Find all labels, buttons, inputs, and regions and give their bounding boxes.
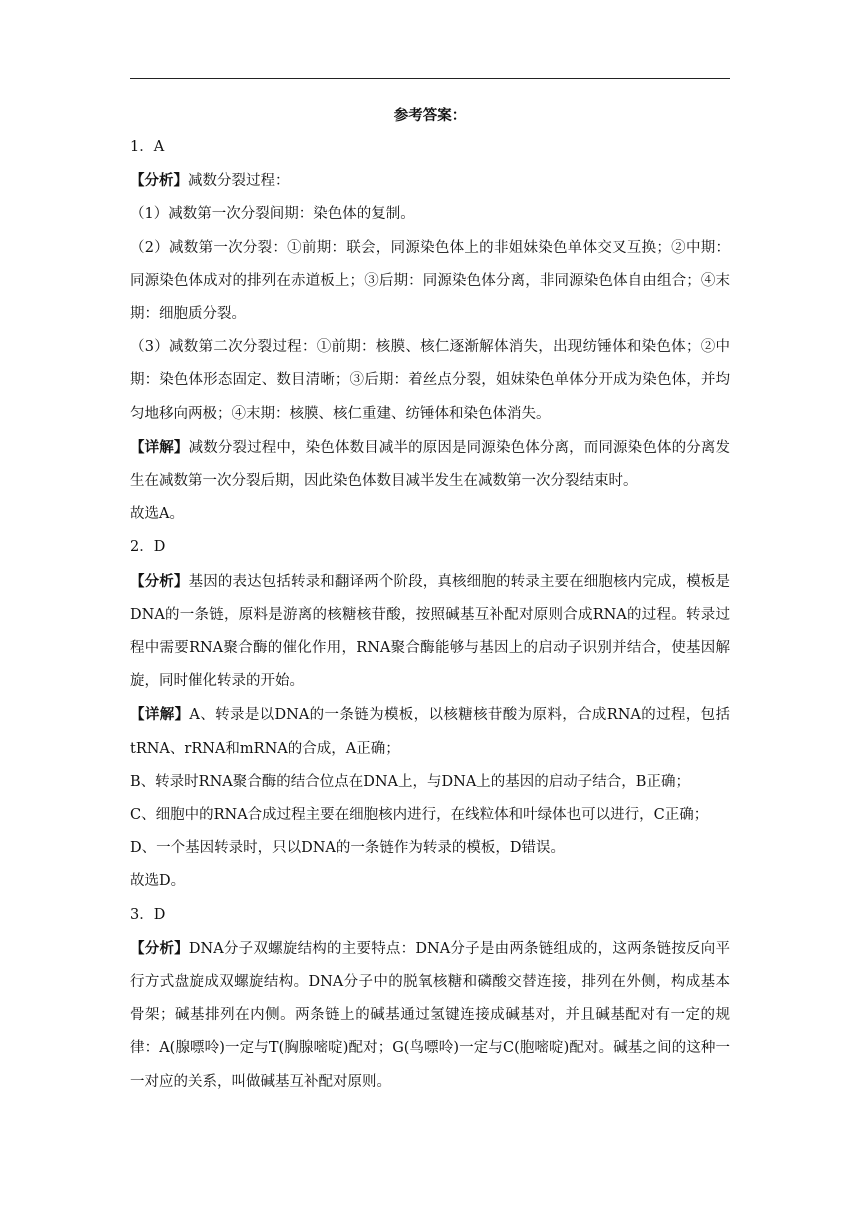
question-3-number: 3．D [130, 906, 166, 923]
question-3-analysis [130, 932, 730, 1099]
question-1-number: 1．A [130, 139, 165, 155]
question-1-conclusion: 故选A。 [130, 506, 184, 523]
answer-content [130, 100, 730, 1099]
question-1-analysis-item-1: （1）减数第一次分裂间期：染色体的复制。 [130, 206, 415, 223]
question-2-detail-item-b: B、转录时RNA聚合酶的结合位点在DNA上，与DNA上的基因的启动子结合，B正确； [130, 773, 690, 790]
question-1-analysis [130, 164, 730, 198]
analysis-text: DNA分子双螺旋结构的主要特点：DNA分子是由两条链组成的，这两条链按反向平行方式盘旋成双螺旋结构。DNA分子中的脱氧核糖和磷酸交替连接，排列在外侧，构成基本骨架；碱基排列在内侧。两条链上的碱基通过氢键连接成碱基对，并且碱基配对有一定的规律：A(腺嘌呤)一定与T(胸腺嘧啶)配对；G(鸟嘌呤)一定与C(胞嘧啶)配对。碱基之间的这种一一对应的关系，叫做碱基互补配对原则。 [130, 940, 730, 1090]
answer-title: 参考答案： [393, 107, 467, 124]
detail-tag: 【详解】 [130, 706, 190, 724]
question-2-conclusion: 故选D。 [130, 873, 186, 890]
detail-tag: 【详解】 [130, 438, 189, 456]
question-2-detail [130, 698, 730, 765]
analysis-text: 基因的表达包括转录和翻译两个阶段，真核细胞的转录主要在细胞核内完成，模板是DNA的一条链，原料是游离的核糖核苷酸，按照碱基互补配对原则合成RNA的过程。转录过程中需要RNA聚合酶的催化作用，RNA聚合酶能够与基因上的启动子识别并结合，使基因解旋，同时催化转录的开始。 [130, 573, 731, 690]
question-1-analysis-item-3: （3）减数第二次分裂过程：①前期：核膜、核仁逐渐解体消失，出现纺锤体和染色体；②中期：染色体形态固定、数目清晰；③后期：着丝点分裂，姐妹染色单体分开成为染色体，并均匀地移向两极；④末期：核膜、核仁重建、纺锤体和染色体消失。 [130, 339, 730, 422]
detail-text: A、转录是以DNA的一条链为模板，以核糖核苷酸为原料，合成RNA的过程，包括tRNA、rRNA和mRNA的合成，A正确； [130, 707, 730, 757]
question-1-analysis-item-2: （2）减数第一次分裂：①前期：联会，同源染色体上的非姐妹染色单体交叉互换；②中期：同源染色体成对的排列在赤道板上；③后期：同源染色体分离，非同源染色体自由组合；④末期：细胞质分裂。 [130, 239, 730, 323]
question-2-detail-item-c: C、细胞中的RNA合成过程主要在细胞核内进行，在线粒体和叶绿体也可以进行，C正确； [130, 807, 709, 824]
analysis-tag: 【分析】 [130, 939, 189, 957]
analysis-tag: 【分析】 [130, 172, 188, 190]
detail-text: 减数分裂过程中，染色体数目减半的原因是同源染色体分离，而同源染色体的分离发生在减数第一次分裂后期，因此染色体数目减半发生在减数第一次分裂结束时。 [130, 439, 731, 490]
analysis-tag: 【分析】 [130, 572, 189, 590]
analysis-text: 减数分裂过程： [188, 173, 290, 190]
question-2-detail-item-d: D、一个基因转录时，只以DNA的一条链作为转录的模板，D错误。 [130, 840, 566, 857]
header-rule [130, 78, 730, 79]
question-1-detail [130, 431, 730, 498]
question-2-number: 2．D [130, 539, 166, 556]
question-2-analysis [130, 565, 730, 699]
